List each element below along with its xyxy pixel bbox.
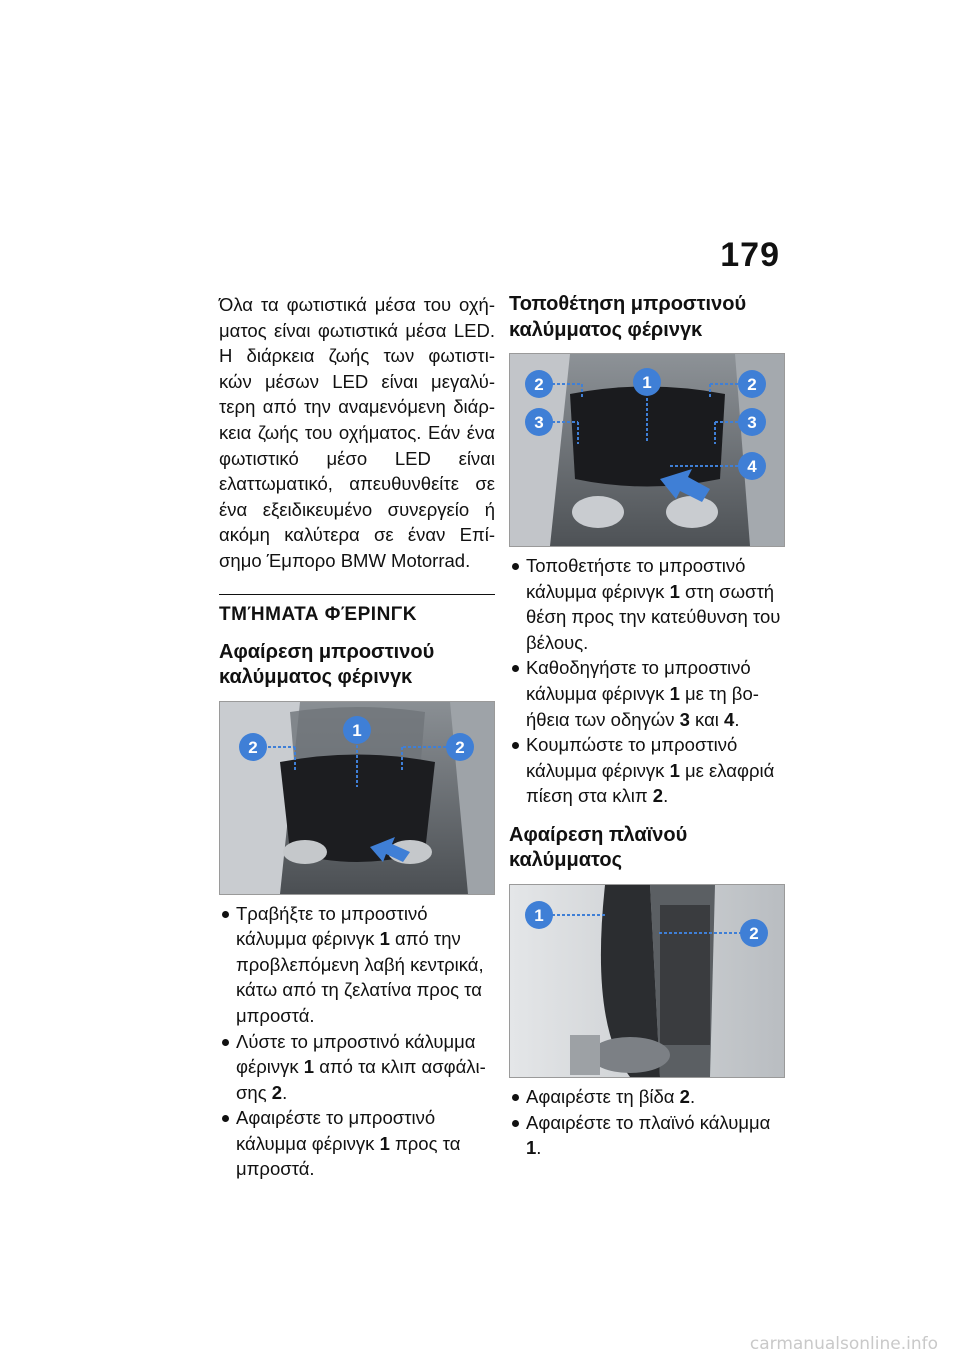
callout-badge	[525, 370, 553, 398]
steps-front-install	[509, 553, 785, 809]
step-item: Λύστε το μπροστινό κάλυμμα φέρινγκ 1 από τα κλιπ ασφάλι- σης 2.	[219, 1029, 495, 1106]
heading-front-install: Τοποθέτηση μπροστινού καλύμματος φέρινγκ	[509, 293, 747, 341]
left-column	[219, 292, 495, 1182]
callout-badge	[525, 901, 553, 929]
svg-text:2: 2	[455, 737, 465, 757]
svg-text:4: 4	[747, 457, 757, 476]
callout-badge	[633, 368, 661, 396]
heading-side-removal: Αφαίρεση πλαϊνού καλύμματος	[509, 823, 688, 872]
photo-front-install	[510, 354, 784, 546]
section-title: ΤΜΉΜΑΤΑ ΦΈΡΙΝΓΚ	[219, 594, 495, 626]
step-item: Αφαιρέστε τη βίδα 2.	[509, 1084, 785, 1110]
figure-side-removal	[509, 884, 785, 1078]
callout-badge	[525, 408, 553, 436]
right-column	[509, 292, 785, 1161]
watermark: carmanualsonline.info	[749, 1334, 938, 1354]
svg-text:3: 3	[534, 413, 544, 432]
svg-text:3: 3	[747, 413, 757, 432]
steps-front-removal	[219, 901, 495, 1183]
callout-badge	[343, 716, 371, 744]
svg-text:2: 2	[747, 375, 757, 394]
intro-paragraph: Όλα τα φωτιστικά μέσα του οχή- ματος είναι φωτιστικά μέσα LED. Η διάρκεια ζωής των φωτιστι- κών μέσων LED είναι μεγαλύ- τερη από την αναμενόμενη διάρ- κεια ζωής του οχήματος. Εάν ένα φωτιστικό μέσο LED είναι ελαττωματικό, απευθυνθείτε σε ένα εξειδικευμένο συνεργείο ή ακόμη καλύτερα σε έναν Επί- σημο Έμπορο BMW Motorrad.	[219, 294, 495, 571]
callout-badge	[446, 733, 474, 761]
callout-badge	[738, 452, 766, 480]
step-item: Τραβήξτε το μπροστινό κάλυμμα φέρινγκ 1 από την προβλεπόμενη λαβή κεντρικά, κάτω από τη ζελατίνα προς τα μπροστά.	[219, 901, 495, 1029]
step-item: Αφαιρέστε το πλαϊνό κάλυμμα 1.	[509, 1110, 785, 1161]
photo-front-removal	[220, 702, 494, 894]
svg-text:1: 1	[642, 373, 652, 392]
steps-side-removal	[509, 1084, 785, 1161]
svg-text:1: 1	[534, 905, 544, 925]
figure-front-install	[509, 353, 785, 547]
svg-text:2: 2	[749, 923, 759, 943]
callout-badge	[239, 733, 267, 761]
step-item: Καθοδηγήστε το μπροστινό κάλυμμα φέρινγκ 1 με τη βο- ήθεια των οδηγών 3 και 4.	[509, 655, 785, 732]
callout-badge	[740, 919, 768, 947]
callout-badge	[738, 370, 766, 398]
svg-text:2: 2	[248, 737, 258, 757]
photo-side-removal	[510, 885, 784, 1077]
step-item: Κουμπώστε το μπροστινό κάλυμμα φέρινγκ 1 με ελαφριά πίεση στα κλιπ 2.	[509, 732, 785, 809]
svg-text:2: 2	[534, 375, 544, 394]
step-item: Αφαιρέστε το μπροστινό κάλυμμα φέρινγκ 1 προς τα μπροστά.	[219, 1105, 495, 1182]
heading-front-removal: Αφαίρεση μπροστινού καλύμματος φέρινγκ	[219, 640, 435, 689]
step-item: Τοποθετήστε το μπροστινό κάλυμμα φέρινγκ 1 στη σωστή θέση προς την κατεύθυνση του βέλους.	[509, 553, 785, 655]
page-number: 179	[720, 236, 780, 274]
figure-front-removal	[219, 701, 495, 895]
svg-text:1: 1	[352, 720, 362, 740]
callout-badge	[738, 408, 766, 436]
